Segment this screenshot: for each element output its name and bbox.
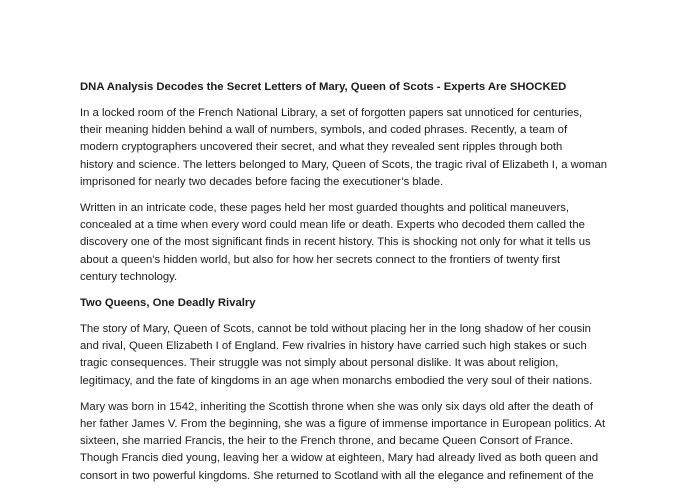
text-line: century technology. [80,270,178,283]
text-line: Written in an intricate code, these pages held her most guarded thoughts and political maneuvers, [80,202,569,215]
text-line: The story of Mary, Queen of Scots, cannot be told without placing her in the long shadow of her cousin [80,323,591,336]
paragraph-intro [80,105,620,191]
text-line: about a queen’s hidden world, but also for how her secrets connect to the frontiers of twenty first [80,253,561,266]
text-line: Mary was born in 1542, inheriting the Scottish throne when she was only six days old after the death of [80,400,594,413]
section-heading: Two Queens, One Deadly Rivalry [80,297,256,310]
text-line: sixteen, she married Francis, the heir to the French throne, and became Queen Consort of France. [80,435,573,448]
document-page [80,79,620,494]
text-line: legitimacy, and the fate of kingdoms in an age when monarchs embodied the very soul of their nations. [80,374,593,387]
text-line: discovery one of the most significant finds in recent history. This is shocking not only for what it tells us [80,236,591,249]
text-line: Though Francis died young, leaving her a widow at eighteen, Mary had already lived as both queen and [80,452,599,465]
text-line: consort in two powerful kingdoms. She returned to Scotland with all the elegance and refinement of the [80,469,594,482]
paragraph-code [80,200,620,286]
text-line: modern cryptographers uncovered their secret, and what they revealed sent ripples through both [80,141,563,154]
text-line: tragic consequences. Their struggle was not simply about personal dislike. It was about religion, [80,357,559,370]
text-line: her father James V. From the beginning, she was a figure of immense importance in European politics. At [80,418,606,431]
text-line: history and science. The letters belonged to Mary, Queen of Scots, the tragic rival of Elizabeth I, a woman [80,158,608,171]
text-line: imprisoned for nearly two decades before facing the executioner’s blade. [80,175,444,188]
text-line: concealed at a time when every word could mean life or death. Experts who decoded them called the [80,219,585,232]
document-title: DNA Analysis Decodes the Secret Letters of Mary, Queen of Scots - Experts Are SHOCKED [80,81,567,93]
text-line: In a locked room of the French National Library, a set of forgotten papers sat unnoticed for centuries, [80,107,583,119]
paragraph-mary-birth [80,399,620,485]
paragraph-rivalry [80,321,620,390]
text-line: their meaning hidden behind a wall of numbers, symbols, and coded phrases. Recently, a team of [80,124,568,137]
text-line: and rival, Queen Elizabeth I of England. Few rivalries in history have carried such high stakes or such [80,340,587,353]
